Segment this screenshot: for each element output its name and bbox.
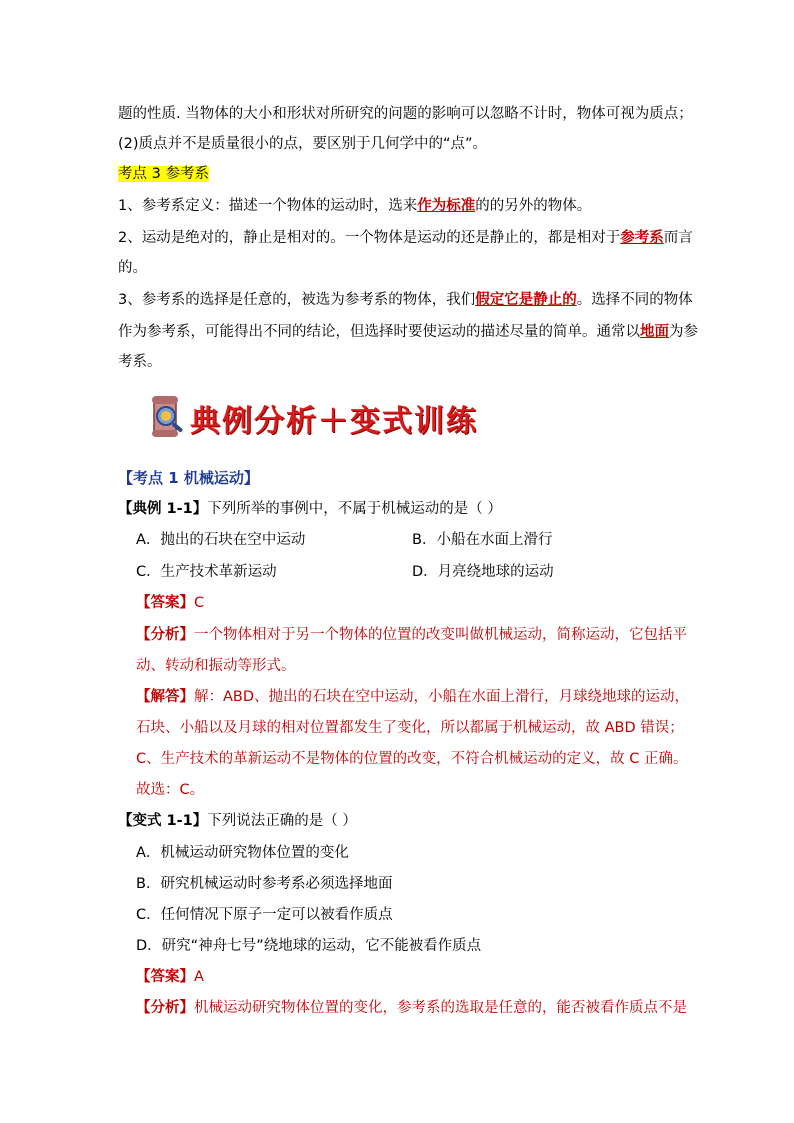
analysis-line <box>136 998 687 1018</box>
solution-line: 故选：C。 <box>136 782 205 798</box>
text-run: 1、参考系定义：描述一个物体的运动时，选来 <box>118 198 418 214</box>
option-a: A．机械运动研究物体位置的变化 <box>136 845 349 861</box>
variant-question <box>118 811 357 831</box>
answer-line <box>136 967 204 987</box>
text-line: 题的性质. 当物体的大小和形状对所研究的问题的影响可以忽略不计时，物体可视为质点； <box>118 106 693 122</box>
answer-label: 【答案】 <box>136 969 194 985</box>
option-a: A．抛出的石块在空中运动 <box>136 532 306 548</box>
analysis-line <box>136 625 687 645</box>
analysis-label: 【分析】 <box>136 627 194 643</box>
text-line: 的。 <box>118 260 147 276</box>
text-run: 作为参考系，可能得出不同的结论，但选择时要使运动的描述尽量的简单。通常以 <box>118 324 640 340</box>
option-c: C．任何情况下原子一定可以被看作质点 <box>136 907 393 923</box>
solution-line <box>136 687 689 707</box>
paragraph-2 <box>118 228 693 248</box>
option-b: B．研究机械运动时参考系必须选择地面 <box>136 876 393 892</box>
option-d: D．研究“神舟七号”绕地球的运动，它不能被看作质点 <box>136 938 482 954</box>
emphasis: 作为标准 <box>417 198 476 214</box>
text-line: (2)质点并不是质量很小的点，要区别于几何学中的“点”。 <box>118 136 488 152</box>
example-question <box>118 499 502 519</box>
option-d: D．月亮绕地球的运动 <box>412 564 554 580</box>
question-text: 下列说法正确的是（ ） <box>207 813 357 829</box>
option-b: B．小船在水面上滑行 <box>412 532 553 548</box>
question-text: 下列所举的事例中，不属于机械运动的是（ ） <box>207 501 502 517</box>
solution-label: 【解答】 <box>136 689 194 705</box>
text-run: 而言 <box>663 230 693 246</box>
emphasis: 假定它是静止的 <box>475 292 577 308</box>
paragraph-3-cont <box>118 322 698 342</box>
section-banner <box>150 392 478 440</box>
text-run: 2、运动是绝对的，静止是相对的。一个物体是运动的还是静止的，都是相对于 <box>118 230 621 246</box>
example-label: 【典例 1-1】 <box>118 501 208 517</box>
paragraph-3 <box>118 290 693 310</box>
text-run: 为参 <box>669 324 698 340</box>
section-heading-1: 【考点 1 机械运动】 <box>118 469 259 487</box>
analysis-text: 机械运动研究物体位置的变化，参考系的选取是任意的，能否被看作质点不是 <box>194 1000 687 1016</box>
analysis-label: 【分析】 <box>136 1000 194 1016</box>
analysis-text: 一个物体相对于另一个物体的位置的改变叫做机械运动，简称运动，它包括平 <box>194 627 687 643</box>
solution-line: 石块、小船以及月球的相对位置都发生了变化，所以都属于机械运动，故 ABD 错误； <box>136 720 684 736</box>
banner-title: 典例分析＋变式训练 <box>190 404 478 439</box>
section-heading-3 <box>118 164 209 184</box>
answer-value: A <box>194 969 204 985</box>
emphasis: 地面 <box>640 324 669 340</box>
answer-label: 【答案】 <box>136 595 194 611</box>
solution-line: C、生产技术的革新运动不是物体的位置的改变，不符合机械运动的定义，故 C 正确。 <box>136 751 688 767</box>
emphasis: 参考系 <box>620 230 664 246</box>
text-run: 3、参考系的选择是任意的，被选为参考系的物体，我们 <box>118 292 476 308</box>
text-run: 。选择不同的物体 <box>576 292 693 308</box>
text-run: 的的另外的物体。 <box>475 198 592 214</box>
option-c: C．生产技术革新运动 <box>136 564 277 580</box>
paragraph-1 <box>118 196 591 216</box>
solution-text: 解：ABD、抛出的石块在空中运动，小船在水面上滑行，月球绕地球的运动， <box>194 689 690 705</box>
highlighted-heading: 考点 3 参考系 <box>118 166 209 182</box>
scroll-magnifier-icon <box>150 392 190 438</box>
analysis-line: 动、转动和振动等形式。 <box>136 658 296 674</box>
variant-label: 【变式 1-1】 <box>118 813 208 829</box>
text-line: 考系。 <box>118 354 162 370</box>
answer-line <box>136 593 204 613</box>
answer-value: C <box>194 595 205 611</box>
